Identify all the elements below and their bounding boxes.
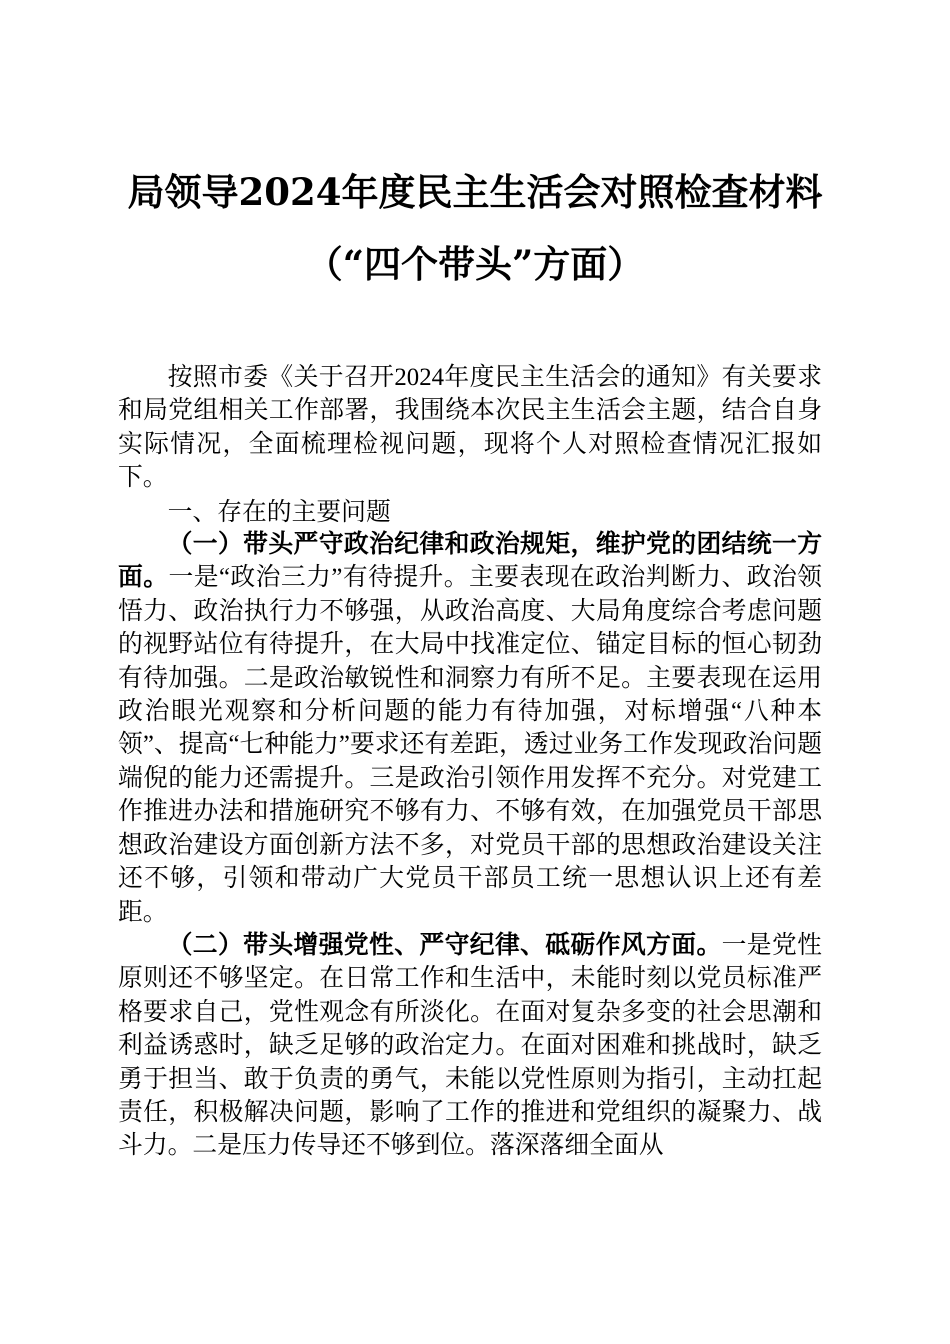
subsection-1-body: 一是“政治三力”有待提升。主要表现在政治判断力、政治领悟力、政治执行力不够强，从政治高度、大局角度综合考虑问题的视野站位有待提升，在大局中找准定位、锚定目标的恒心韧劲有待加强。二是政治敏锐性和洞察力有所不足。主要表现在运用政治眼光观察和分析问题的能力有待加强，对标增强“八种本领”、提高“七种能力”要求还有差距，透过业务工作发现政治问题端倪的能力还需提升。三是政治引领作用发挥不充分。对党建工作推进办法和措施研究不够有力、不够有效，在加强党员干部思想政治建设方面创新方法不多，对党员干部的思想政治建设关注还不够，引领和带动广大党员干部员工统一思想认识上还有差距。 [118,564,822,926]
intro-paragraph: 按照市委《关于召开2024年度民主生活会的通知》有关要求和局党组相关工作部署，我围绕本次民主生活会主题，结合自身实际情况，全面梳理检视问题，现将个人对照检查情况汇报如下。 [118,364,822,492]
subsection-2-paragraph [118,929,822,1163]
subsection-1-paragraph [118,528,822,929]
subsection-1-heading: （一）带头严守政治纪律和政治规矩，维护党的团结统一方面。 [118,531,822,592]
subsection-2-body: 一是党性原则还不够坚定。在日常工作和生活中，未能时刻以党员标准严格要求自己，党性观念有所淡化。在面对复杂多变的社会思潮和利益诱惑时，缺乏足够的政治定力。在面对困难和挑战时，缺乏勇于担当、敢于负责的勇气，未能以党性原则为指引，主动扛起责任，积极解决问题，影响了工作的推进和党组织的凝聚力、战斗力。二是压力传导还不够到位。落深落细全面从 [118,931,822,1160]
section-heading-problems: 一、存在的主要问题 [167,496,391,526]
document-title: 局领导2024年度民主生活会对照检查材料 [127,170,823,214]
subsection-2-heading: （二）带头增强党性、严守纪律、砥砺作风方面。 [167,931,722,959]
document-subtitle: （“四个带头”方面） [305,242,645,286]
document-body [118,361,822,1163]
